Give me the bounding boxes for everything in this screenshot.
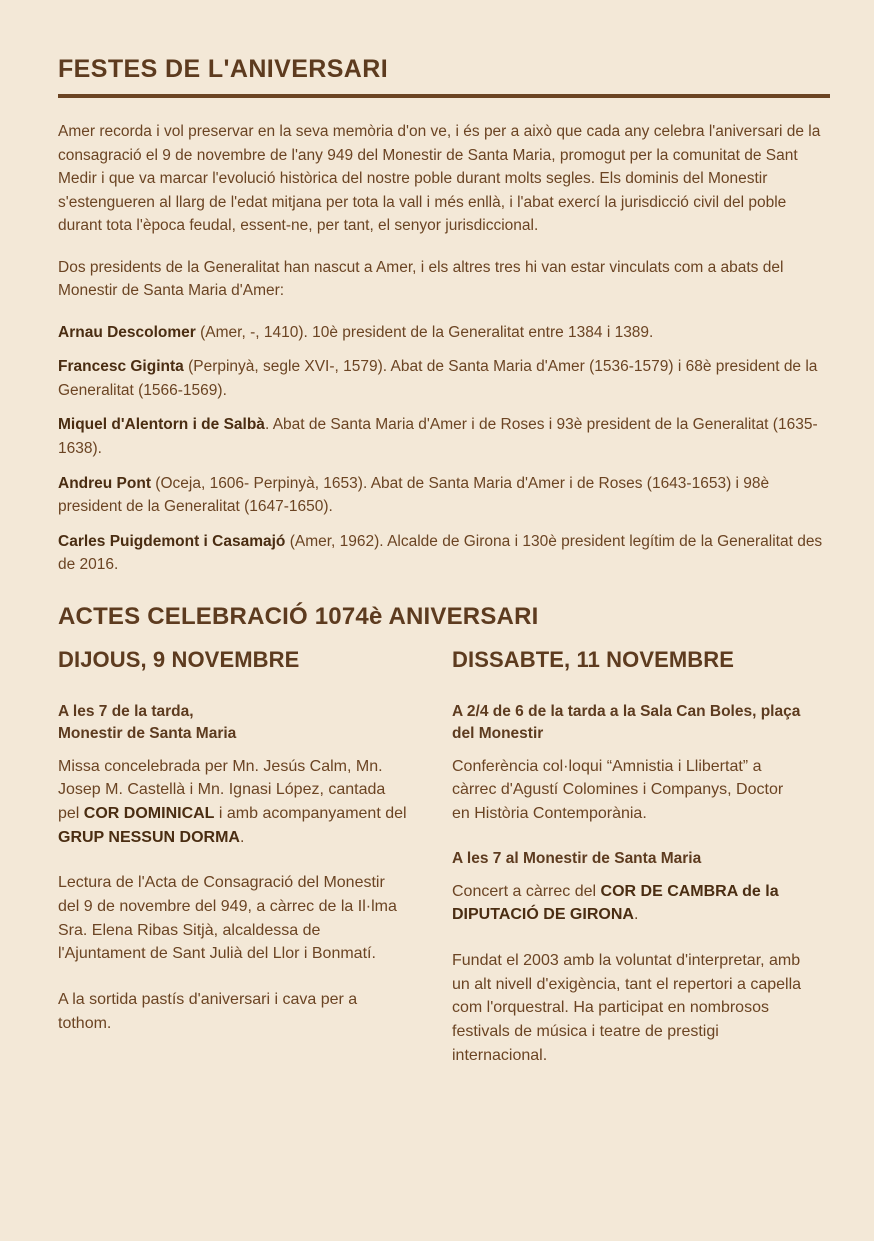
title-divider xyxy=(58,94,830,98)
intro-paragraph-2: Dos presidents de la Generalitat han nascut a Amer, i els altres tres hi van estar vinculats com a abats del Monestir de Santa Maria d'Amer: xyxy=(58,258,784,300)
event-heading: A 2/4 de 6 de la tarda a la Sala Can Boles, plaça del Monestir xyxy=(452,702,801,742)
events-column xyxy=(58,647,410,1090)
intro-paragraph-1: Amer recorda i vol preservar en la seva memòria d'on ve, i és per a això que cada any celebra l'aniversari de la consagració el 9 de novembre de l'any 949 del Monestir de Santa Maria, promogut per la comunitat de Sant Medir i que va marcar l'evolució històrica del nostre poble durant molts segles. Els dominis del Monestir s'estengueren al llarg de l'edat mitjana per tota la vall i més enllà, i l'abat exercí la jurisdicció civil del poble durant tota l'època feudal, essent-ne, per tant, el senyor jurisdiccional. xyxy=(58,123,821,235)
event-text-segment: i amb acompanyament del xyxy=(214,805,407,823)
president-detail: (Amer, 1962). Alcalde de Girona i 130è president legítim de la Generalitat des de 2016. xyxy=(58,532,823,574)
event-text-emphasis: COR DE CAMBRA de la DIPUTACIÓ DE GIRONA xyxy=(452,882,779,924)
event-text-segment: Fundat el 2003 amb la voluntat d'interpretar, amb un alt nivell d'exigència, tant el repertori a capella com l'orquestral. Ha participat en nombrosos festivals de música i teatre de prestigi internacional. xyxy=(452,952,802,1064)
president-detail: (Oceja, 1606- Perpinyà, 1653). Abat de Santa Maria d'Amer i de Roses (1643-1653) i 98è president de la Generalitat (1647-1650). xyxy=(58,474,770,516)
day-title: DISSABTE, 11 NOVEMBRE xyxy=(452,646,735,672)
president-detail: . Abat de Santa Maria d'Amer i de Roses i 93è president de la Generalitat (1635-1638). xyxy=(58,416,818,458)
president-name: Arnau Descolomer xyxy=(58,323,196,341)
president-name: Miquel d'Alentorn i de Salbà xyxy=(58,416,265,434)
event-text xyxy=(58,871,410,966)
event-text-segment: Concert a càrrec del xyxy=(452,882,601,900)
day-title: DIJOUS, 9 NOVEMBRE xyxy=(58,646,300,672)
event-text-segment: Conferència col·loqui “Amnistia i Llibertat” a càrrec d'Agustí Colomines i Companys, Doctor en Història Contemporània. xyxy=(452,757,784,823)
president-entry xyxy=(58,530,830,577)
event-text-emphasis: COR DOMINICAL xyxy=(83,805,215,823)
president-entry xyxy=(58,321,830,345)
event-text xyxy=(452,755,804,826)
president-entry xyxy=(58,355,830,402)
event-text-segment: A la sortida pastís d'aniversari i cava per a tothom. xyxy=(58,991,358,1032)
events-column xyxy=(452,647,804,1090)
president-name: Andreu Pont xyxy=(58,474,151,492)
event-heading: A les 7 de la tarda, Monestir de Santa Maria xyxy=(58,702,237,742)
event-heading: A les 7 al Monestir de Santa Maria xyxy=(452,849,702,867)
page-title: FESTES DE L'ANIVERSARI xyxy=(58,55,389,83)
event-text-segment: . xyxy=(633,906,639,924)
event-text-segment: . xyxy=(239,828,245,846)
president-name: Carles Puigdemont i Casamajó xyxy=(58,532,286,550)
event-text xyxy=(58,988,410,1035)
president-name: Francesc Giginta xyxy=(58,358,184,376)
event-text xyxy=(452,949,804,1067)
presidents-list xyxy=(58,321,830,577)
event-text-emphasis: GRUP NESSUN DORMA xyxy=(58,828,240,846)
events-columns xyxy=(58,647,830,1090)
president-detail: (Perpinyà, segle XVI-, 1579). Abat de Santa Maria d'Amer (1536-1579) i 68è president de la Generalitat (1566-1569). xyxy=(58,358,818,399)
president-detail: (Amer, -, 1410). 10è president de la Generalitat entre 1384 i 1389. xyxy=(195,323,654,341)
event-text xyxy=(452,880,804,927)
president-entry xyxy=(58,413,830,460)
event-text xyxy=(58,755,410,850)
president-entry xyxy=(58,472,830,519)
section-title-actes: ACTES CELEBRACIÓ 1074è ANIVERSARI xyxy=(58,602,539,630)
event-text-segment: Lectura de l'Acta de Consagració del Monestir del 9 de novembre del 949, a càrrec de la Il·lma Sra. Elena Ribas Sitjà, alcaldessa de l'Ajuntament de Sant Julià del Llor i Bonmatí. xyxy=(58,874,397,963)
event-text-segment: Missa concelebrada per Mn. Jesús Calm, Mn. Josep M. Castellà i Mn. Ignasi López, cantada pel xyxy=(58,757,386,823)
